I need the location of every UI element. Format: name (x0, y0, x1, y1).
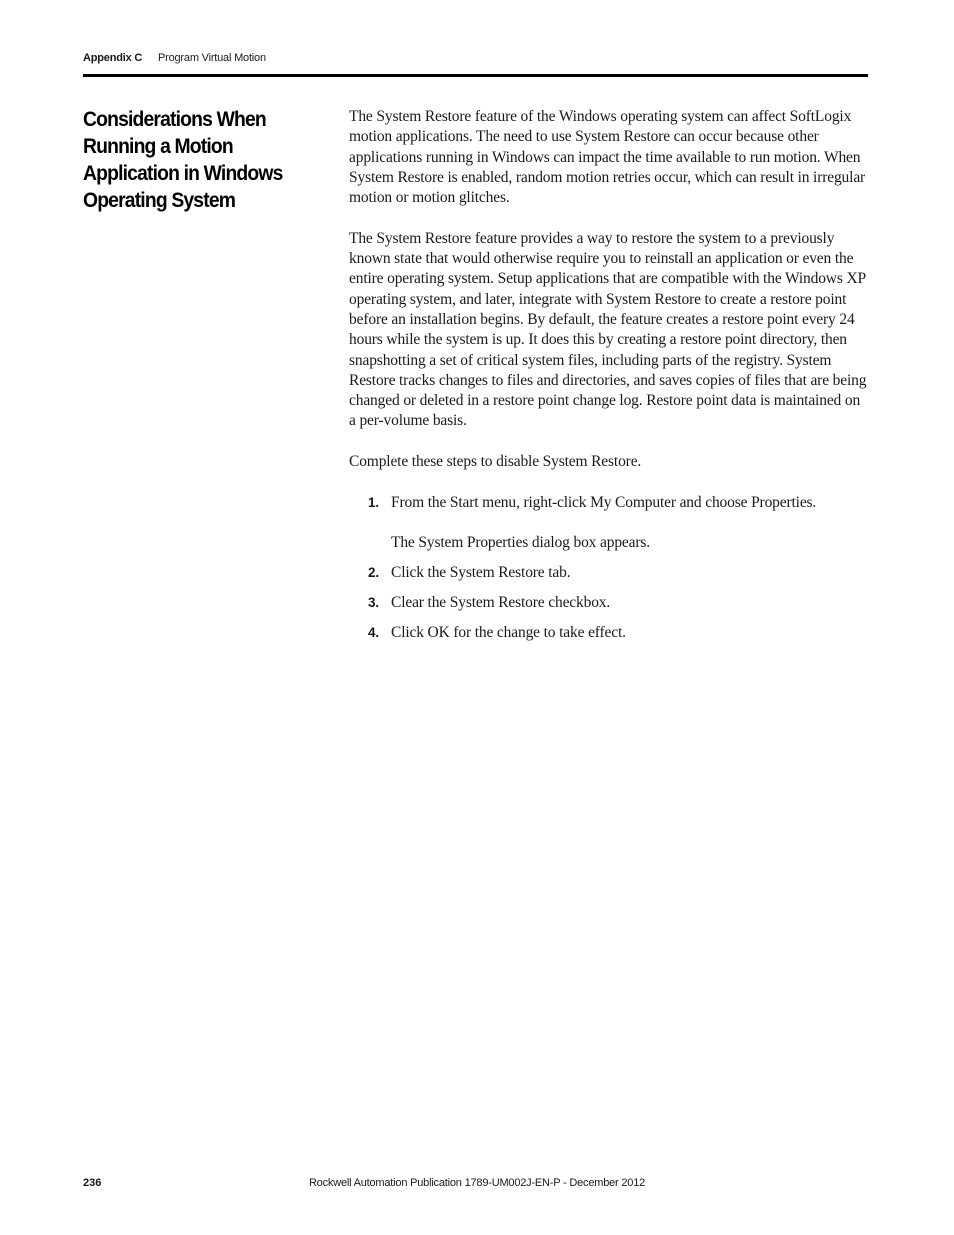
section-title: Considerations When Running a Motion Application in Windows Operating System (83, 108, 283, 212)
steps-list (349, 493, 869, 644)
step-number: 1. (368, 494, 379, 510)
paragraph: The System Restore feature provides a way to restore the system to a previously known state that would otherwise require you to reinstall an application or even the entire operating system. Setup applications that are compatible with the Windows XP operating system, and later, integrate with System Restore to create a restore point before an installation begins. By default, the feature creates a restore point every 24 hours while the system is up. It does this by creating a restore point directory, then snapshotting a set of critical system files, including parts of the registry. System Restore tracks changes to files and directories, and saves copies of files that are being changed or deleted in a restore point change log. Restore point data is maintained on a per-volume basis. (349, 229, 867, 430)
step-result: The System Properties dialog box appears. (391, 534, 651, 552)
step-text: Click OK for the change to take effect. (391, 624, 626, 642)
step-number: 2. (368, 565, 379, 581)
body-content (349, 107, 869, 653)
paragraph: Complete these steps to disable System Restore. (349, 453, 642, 471)
step-text: From the Start menu, right-click My Computer and choose Properties. (391, 493, 817, 511)
step-text: Click the System Restore tab. (391, 564, 571, 582)
step-text: Clear the System Restore checkbox. (391, 594, 611, 612)
step-number: 3. (368, 595, 379, 611)
step-item (349, 593, 869, 613)
header-rule (83, 74, 868, 77)
step-item (349, 493, 869, 554)
step-item (349, 623, 869, 643)
page-number: 236 (83, 1177, 102, 1189)
header-chapter: Program Virtual Motion (158, 52, 266, 64)
page-header (83, 52, 868, 64)
header-appendix: Appendix C (83, 52, 143, 64)
step-number: 4. (368, 625, 379, 641)
step-item (349, 563, 869, 583)
paragraph: The System Restore feature of the Windows operating system can affect SoftLogix motion applications. The need to use System Restore can occur because other applications running in Windows can impact the time available to run motion. When System Restore is enabled, random motion retries occur, which can result in irregular motion or motion glitches. (349, 108, 866, 207)
publication-info: Rockwell Automation Publication 1789-UM002J-EN-P - December 2012 (308, 1177, 646, 1189)
